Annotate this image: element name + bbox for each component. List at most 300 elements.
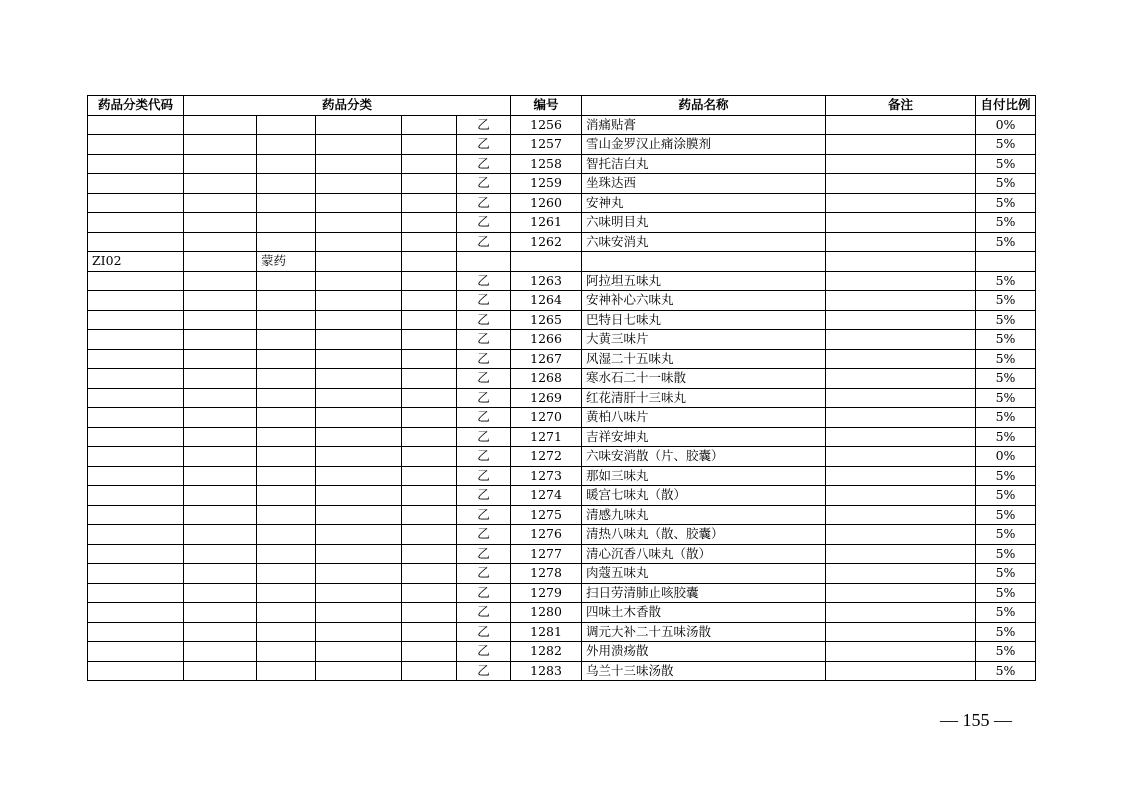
- category-cell: [257, 622, 316, 642]
- grade-cell: 乙: [457, 232, 511, 252]
- code-cell: [88, 193, 184, 213]
- category-cell: [257, 330, 316, 350]
- empty-cell: [402, 427, 457, 447]
- remark-cell: [826, 115, 976, 135]
- category-cell: [257, 271, 316, 291]
- code-cell: [88, 310, 184, 330]
- table-row: [88, 252, 1036, 272]
- empty-cell: [184, 583, 257, 603]
- empty-cell: [316, 408, 402, 428]
- code-cell: [88, 486, 184, 506]
- code-cell: [88, 408, 184, 428]
- remark-cell: [826, 642, 976, 662]
- drug-name-cell: 风湿二十五味丸: [582, 349, 826, 369]
- code-cell: [88, 661, 184, 681]
- ratio-cell: 5%: [976, 369, 1036, 389]
- category-cell: [257, 388, 316, 408]
- empty-cell: [402, 525, 457, 545]
- category-cell: [257, 583, 316, 603]
- code-cell: [88, 544, 184, 564]
- category-cell: [257, 154, 316, 174]
- number-cell: 1283: [511, 661, 582, 681]
- code-cell: ZI02: [88, 252, 184, 272]
- empty-cell: [316, 466, 402, 486]
- code-cell: [88, 154, 184, 174]
- grade-cell: 乙: [457, 427, 511, 447]
- ratio-cell: 5%: [976, 174, 1036, 194]
- number-cell: 1268: [511, 369, 582, 389]
- table-row: [88, 232, 1036, 252]
- drug-name-cell: 智托洁白丸: [582, 154, 826, 174]
- grade-cell: 乙: [457, 564, 511, 584]
- table-row: [88, 622, 1036, 642]
- empty-cell: [316, 193, 402, 213]
- drug-name-cell: 安神丸: [582, 193, 826, 213]
- empty-cell: [402, 564, 457, 584]
- code-cell: [88, 525, 184, 545]
- category-cell: [257, 661, 316, 681]
- ratio-cell: 5%: [976, 642, 1036, 662]
- table-row: [88, 271, 1036, 291]
- code-cell: [88, 330, 184, 350]
- remark-cell: [826, 466, 976, 486]
- empty-cell: [316, 310, 402, 330]
- drug-name-cell: 巴特日七味丸: [582, 310, 826, 330]
- number-cell: 1263: [511, 271, 582, 291]
- code-cell: [88, 642, 184, 662]
- ratio-cell: 5%: [976, 271, 1036, 291]
- ratio-cell: 5%: [976, 544, 1036, 564]
- number-cell: 1273: [511, 466, 582, 486]
- empty-cell: [402, 583, 457, 603]
- empty-cell: [402, 135, 457, 155]
- empty-cell: [402, 486, 457, 506]
- grade-cell: 乙: [457, 174, 511, 194]
- grade-cell: 乙: [457, 408, 511, 428]
- grade-cell: 乙: [457, 349, 511, 369]
- header-name: 药品名称: [582, 96, 826, 116]
- table-row: [88, 330, 1036, 350]
- drug-name-cell: 四味土木香散: [582, 603, 826, 623]
- ratio-cell: 5%: [976, 564, 1036, 584]
- remark-cell: [826, 252, 976, 272]
- grade-cell: 乙: [457, 388, 511, 408]
- category-cell: [257, 193, 316, 213]
- empty-cell: [184, 642, 257, 662]
- remark-cell: [826, 310, 976, 330]
- table-row: [88, 564, 1036, 584]
- category-cell: [257, 369, 316, 389]
- table-row: [88, 154, 1036, 174]
- code-cell: [88, 174, 184, 194]
- empty-cell: [316, 232, 402, 252]
- category-cell: [257, 564, 316, 584]
- empty-cell: [402, 174, 457, 194]
- number-cell: 1256: [511, 115, 582, 135]
- empty-cell: [184, 486, 257, 506]
- header-code: 药品分类代码: [88, 96, 184, 116]
- code-cell: [88, 291, 184, 311]
- empty-cell: [316, 486, 402, 506]
- grade-cell: 乙: [457, 193, 511, 213]
- table-row: [88, 544, 1036, 564]
- code-cell: [88, 388, 184, 408]
- grade-cell: 乙: [457, 310, 511, 330]
- drug-name-cell: 六味明目丸: [582, 213, 826, 233]
- ratio-cell: 5%: [976, 154, 1036, 174]
- empty-cell: [184, 349, 257, 369]
- table-row: [88, 466, 1036, 486]
- grade-cell: 乙: [457, 622, 511, 642]
- code-cell: [88, 349, 184, 369]
- empty-cell: [184, 427, 257, 447]
- category-cell: [257, 310, 316, 330]
- ratio-cell: 5%: [976, 213, 1036, 233]
- ratio-cell: 5%: [976, 232, 1036, 252]
- empty-cell: [184, 193, 257, 213]
- table-row: [88, 349, 1036, 369]
- table-row: [88, 388, 1036, 408]
- category-cell: [257, 525, 316, 545]
- number-cell: 1279: [511, 583, 582, 603]
- empty-cell: [184, 603, 257, 623]
- empty-cell: [184, 174, 257, 194]
- table-header-row: [88, 96, 1036, 116]
- table-row: [88, 369, 1036, 389]
- ratio-cell: [976, 252, 1036, 272]
- remark-cell: [826, 193, 976, 213]
- empty-cell: [184, 388, 257, 408]
- empty-cell: [184, 408, 257, 428]
- empty-cell: [316, 291, 402, 311]
- empty-cell: [316, 525, 402, 545]
- ratio-cell: 5%: [976, 427, 1036, 447]
- number-cell: 1270: [511, 408, 582, 428]
- table-body: [88, 115, 1036, 681]
- grade-cell: 乙: [457, 330, 511, 350]
- remark-cell: [826, 622, 976, 642]
- number-cell: 1261: [511, 213, 582, 233]
- code-cell: [88, 505, 184, 525]
- ratio-cell: 5%: [976, 310, 1036, 330]
- drug-name-cell: [582, 252, 826, 272]
- remark-cell: [826, 603, 976, 623]
- grade-cell: 乙: [457, 583, 511, 603]
- grade-cell: 乙: [457, 505, 511, 525]
- empty-cell: [402, 154, 457, 174]
- empty-cell: [316, 622, 402, 642]
- empty-cell: [402, 232, 457, 252]
- empty-cell: [316, 115, 402, 135]
- code-cell: [88, 427, 184, 447]
- number-cell: 1257: [511, 135, 582, 155]
- drug-name-cell: 六味安消散（片、胶囊）: [582, 447, 826, 467]
- empty-cell: [184, 213, 257, 233]
- number-cell: 1264: [511, 291, 582, 311]
- number-cell: 1267: [511, 349, 582, 369]
- category-cell: [257, 447, 316, 467]
- drug-name-cell: 红花清肝十三味丸: [582, 388, 826, 408]
- code-cell: [88, 232, 184, 252]
- table-row: [88, 525, 1036, 545]
- code-cell: [88, 583, 184, 603]
- drug-name-cell: 调元大补二十五味汤散: [582, 622, 826, 642]
- number-cell: 1259: [511, 174, 582, 194]
- empty-cell: [316, 154, 402, 174]
- number-cell: 1278: [511, 564, 582, 584]
- number-cell: 1275: [511, 505, 582, 525]
- drug-name-cell: 安神补心六味丸: [582, 291, 826, 311]
- code-cell: [88, 622, 184, 642]
- grade-cell: 乙: [457, 154, 511, 174]
- category-cell: [257, 115, 316, 135]
- empty-cell: [316, 603, 402, 623]
- remark-cell: [826, 525, 976, 545]
- empty-cell: [402, 622, 457, 642]
- grade-cell: 乙: [457, 486, 511, 506]
- category-cell: [257, 544, 316, 564]
- empty-cell: [402, 193, 457, 213]
- empty-cell: [402, 505, 457, 525]
- ratio-cell: 5%: [976, 583, 1036, 603]
- empty-cell: [316, 583, 402, 603]
- page-number: — 155 —: [940, 710, 1012, 730]
- empty-cell: [184, 544, 257, 564]
- drug-name-cell: 六味安消丸: [582, 232, 826, 252]
- code-cell: [88, 369, 184, 389]
- empty-cell: [184, 564, 257, 584]
- ratio-cell: 5%: [976, 135, 1036, 155]
- category-cell: [257, 232, 316, 252]
- drug-list-table: [87, 95, 1036, 681]
- empty-cell: [184, 271, 257, 291]
- remark-cell: [826, 154, 976, 174]
- empty-cell: [184, 291, 257, 311]
- grade-cell: 乙: [457, 525, 511, 545]
- remark-cell: [826, 388, 976, 408]
- grade-cell: 乙: [457, 271, 511, 291]
- empty-cell: [402, 388, 457, 408]
- number-cell: 1282: [511, 642, 582, 662]
- category-cell: [257, 642, 316, 662]
- empty-cell: [316, 505, 402, 525]
- ratio-cell: 5%: [976, 349, 1036, 369]
- empty-cell: [184, 154, 257, 174]
- ratio-cell: 0%: [976, 447, 1036, 467]
- remark-cell: [826, 135, 976, 155]
- header-remark: 备注: [826, 96, 976, 116]
- number-cell: 1266: [511, 330, 582, 350]
- ratio-cell: 5%: [976, 661, 1036, 681]
- drug-name-cell: 阿拉坦五味丸: [582, 271, 826, 291]
- empty-cell: [316, 349, 402, 369]
- ratio-cell: 5%: [976, 486, 1036, 506]
- ratio-cell: 5%: [976, 193, 1036, 213]
- empty-cell: [402, 271, 457, 291]
- code-cell: [88, 213, 184, 233]
- empty-cell: [184, 310, 257, 330]
- empty-cell: [316, 642, 402, 662]
- empty-cell: [316, 544, 402, 564]
- empty-cell: [402, 291, 457, 311]
- code-cell: [88, 135, 184, 155]
- ratio-cell: 5%: [976, 603, 1036, 623]
- number-cell: 1274: [511, 486, 582, 506]
- remark-cell: [826, 505, 976, 525]
- drug-name-cell: 肉蔻五味丸: [582, 564, 826, 584]
- category-cell: [257, 349, 316, 369]
- code-cell: [88, 447, 184, 467]
- empty-cell: [184, 525, 257, 545]
- empty-cell: [316, 135, 402, 155]
- number-cell: 1260: [511, 193, 582, 213]
- table-row: [88, 115, 1036, 135]
- ratio-cell: 5%: [976, 291, 1036, 311]
- category-cell: [257, 486, 316, 506]
- ratio-cell: 5%: [976, 408, 1036, 428]
- empty-cell: [316, 252, 402, 272]
- number-cell: [511, 252, 582, 272]
- table-row: [88, 408, 1036, 428]
- category-cell: [257, 174, 316, 194]
- drug-name-cell: 吉祥安坤丸: [582, 427, 826, 447]
- empty-cell: [402, 642, 457, 662]
- category-cell: [257, 466, 316, 486]
- ratio-cell: 5%: [976, 622, 1036, 642]
- table-row: [88, 505, 1036, 525]
- grade-cell: 乙: [457, 447, 511, 467]
- remark-cell: [826, 369, 976, 389]
- drug-name-cell: 那如三味丸: [582, 466, 826, 486]
- drug-name-cell: 雪山金罗汉止痛涂膜剂: [582, 135, 826, 155]
- remark-cell: [826, 271, 976, 291]
- empty-cell: [402, 466, 457, 486]
- drug-name-cell: 清心沉香八味丸（散）: [582, 544, 826, 564]
- drug-name-cell: 外用溃疡散: [582, 642, 826, 662]
- table-row: [88, 174, 1036, 194]
- empty-cell: [402, 603, 457, 623]
- empty-cell: [184, 661, 257, 681]
- drug-name-cell: 扫日劳清肺止咳胶囊: [582, 583, 826, 603]
- category-cell: [257, 603, 316, 623]
- remark-cell: [826, 349, 976, 369]
- empty-cell: [184, 232, 257, 252]
- grade-cell: 乙: [457, 661, 511, 681]
- header-category: 药品分类: [184, 96, 511, 116]
- grade-cell: 乙: [457, 135, 511, 155]
- grade-cell: 乙: [457, 115, 511, 135]
- empty-cell: [184, 135, 257, 155]
- empty-cell: [184, 447, 257, 467]
- table-row: [88, 603, 1036, 623]
- drug-name-cell: 黄柏八味片: [582, 408, 826, 428]
- number-cell: 1281: [511, 622, 582, 642]
- remark-cell: [826, 564, 976, 584]
- empty-cell: [316, 564, 402, 584]
- table-row: [88, 213, 1036, 233]
- ratio-cell: 5%: [976, 330, 1036, 350]
- empty-cell: [184, 505, 257, 525]
- category-cell: [257, 135, 316, 155]
- remark-cell: [826, 544, 976, 564]
- remark-cell: [826, 232, 976, 252]
- drug-name-cell: 清感九味丸: [582, 505, 826, 525]
- table-row: [88, 642, 1036, 662]
- category-cell: [257, 427, 316, 447]
- drug-name-cell: 寒水石二十一味散: [582, 369, 826, 389]
- remark-cell: [826, 213, 976, 233]
- empty-cell: [184, 115, 257, 135]
- grade-cell: [457, 252, 511, 272]
- table-row: [88, 135, 1036, 155]
- number-cell: 1280: [511, 603, 582, 623]
- empty-cell: [184, 330, 257, 350]
- empty-cell: [316, 369, 402, 389]
- ratio-cell: 5%: [976, 388, 1036, 408]
- grade-cell: 乙: [457, 642, 511, 662]
- empty-cell: [402, 310, 457, 330]
- table-row: [88, 291, 1036, 311]
- ratio-cell: 5%: [976, 525, 1036, 545]
- empty-cell: [402, 544, 457, 564]
- remark-cell: [826, 447, 976, 467]
- table-row: [88, 193, 1036, 213]
- ratio-cell: 5%: [976, 505, 1036, 525]
- empty-cell: [184, 369, 257, 389]
- empty-cell: [316, 330, 402, 350]
- drug-name-cell: 乌兰十三味汤散: [582, 661, 826, 681]
- category-cell: [257, 213, 316, 233]
- number-cell: 1272: [511, 447, 582, 467]
- empty-cell: [184, 252, 257, 272]
- grade-cell: 乙: [457, 291, 511, 311]
- number-cell: 1265: [511, 310, 582, 330]
- empty-cell: [402, 252, 457, 272]
- table-row: [88, 486, 1036, 506]
- category-cell: 蒙药: [257, 252, 316, 272]
- number-cell: 1269: [511, 388, 582, 408]
- empty-cell: [402, 408, 457, 428]
- remark-cell: [826, 486, 976, 506]
- empty-cell: [402, 369, 457, 389]
- table-row: [88, 447, 1036, 467]
- grade-cell: 乙: [457, 213, 511, 233]
- ratio-cell: 5%: [976, 466, 1036, 486]
- drug-name-cell: 坐珠达西: [582, 174, 826, 194]
- drug-name-cell: 大黄三味片: [582, 330, 826, 350]
- grade-cell: 乙: [457, 466, 511, 486]
- empty-cell: [402, 330, 457, 350]
- remark-cell: [826, 583, 976, 603]
- empty-cell: [316, 174, 402, 194]
- category-cell: [257, 408, 316, 428]
- number-cell: 1262: [511, 232, 582, 252]
- empty-cell: [402, 115, 457, 135]
- table-row: [88, 427, 1036, 447]
- header-number: 编号: [511, 96, 582, 116]
- code-cell: [88, 466, 184, 486]
- empty-cell: [316, 427, 402, 447]
- empty-cell: [402, 447, 457, 467]
- table-row: [88, 310, 1036, 330]
- grade-cell: 乙: [457, 603, 511, 623]
- number-cell: 1277: [511, 544, 582, 564]
- category-cell: [257, 291, 316, 311]
- remark-cell: [826, 661, 976, 681]
- table-row: [88, 661, 1036, 681]
- empty-cell: [402, 661, 457, 681]
- remark-cell: [826, 408, 976, 428]
